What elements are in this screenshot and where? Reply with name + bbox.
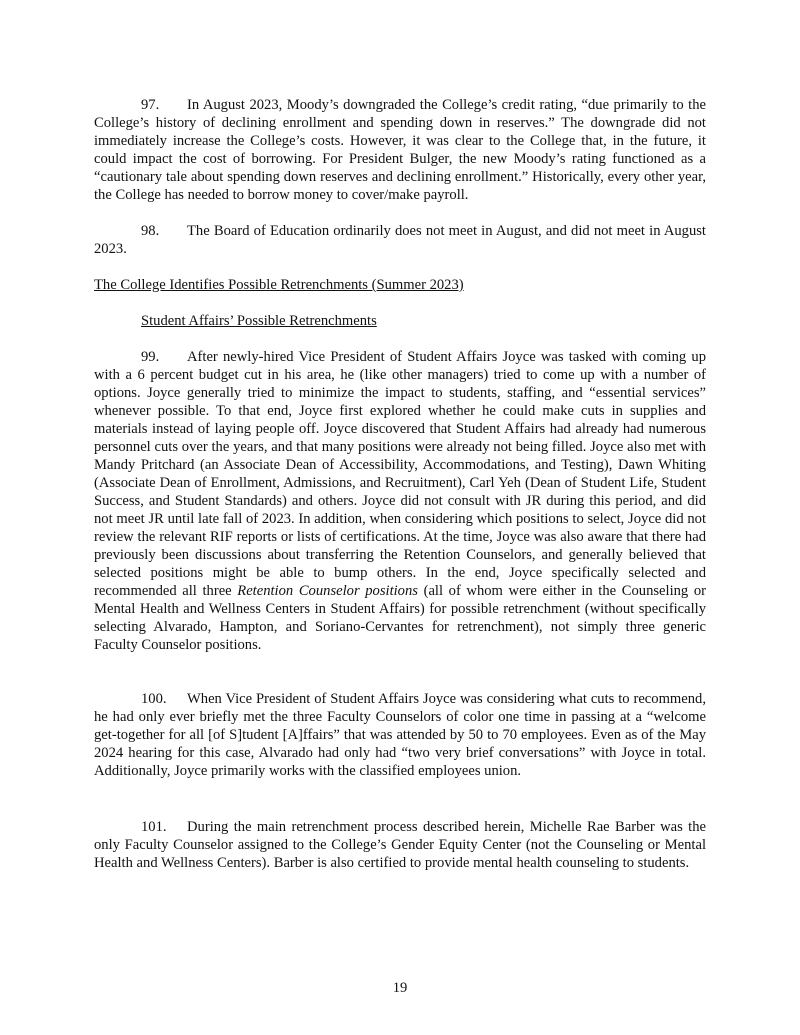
section-heading: The College Identifies Possible Retrenchments (Summer 2023): [94, 277, 464, 293]
paragraph-97: [94, 96, 706, 204]
paragraph-number: 98.: [141, 223, 160, 239]
paragraph-98: [94, 222, 706, 258]
paragraph-text: During the main retrenchment process described herein, Michelle Rae Barber was the only Faculty Counselor assigned to the College’s Gender Equity Center (not the Counseling or Mental Health and Wellness Centers). Barber is also certified to provide mental health counseling to students.: [94, 819, 706, 871]
paragraph-emphasis: Retention Counselor positions: [237, 583, 418, 599]
paragraph-number: 101.: [141, 819, 167, 835]
paragraph-text-continued: (all of whom were either in the Counseling or Mental Health and Wellness Centers in Student Affairs) for possible retrenchment (without specifically selecting Alvarado, Hampton, and Soriano-Cervantes for retrenchment), not simply three generic Faculty Counselor positions.: [94, 583, 707, 653]
page-number: 19: [392, 980, 408, 996]
paragraph-number: 100.: [141, 691, 167, 707]
paragraph-number: 97.: [141, 97, 160, 113]
paragraph-number: 99.: [141, 349, 160, 365]
paragraph-text: The Board of Education ordinarily does not meet in August, and did not meet in August 2023.: [94, 223, 706, 257]
paragraph-text: After newly-hired Vice President of Student Affairs Joyce was tasked with coming up with a 6 percent budget cut in his area, he (like other managers) tried to come up with a number of options. Joyce generally tried to minimize the impact to students, staffing, and “essential services” whenever possible. To that end, Joyce first explored whether he could make cuts in supplies and materials instead of laying people off. Joyce discovered that Student Affairs had already had numerous personnel cuts over the years, and that many positions were already not being filled. Joyce also met with Mandy Pritchard (an Associate Dean of Accessibility, Accommodations, and Testing), Dawn Whiting (Associate Dean of Enrollment, Admissions, and Recruitment), Carl Yeh (Dean of Student Life, Student Success, and Student Standards) and others. Joyce did not consult with JR during this period, and did not meet JR until late fall of 2023. In addition, when considering which positions to select, Joyce did not review the relevant RIF reports or lists of certifications. At the time, Joyce was also aware that there had previously been discussions about transferring the Retention Counselors, and generally believed that selected positions might be able to bump others. In the end, Joyce specifically selected and recommended all three: [94, 349, 706, 599]
subsection-heading: Student Affairs’ Possible Retrenchments: [141, 313, 377, 329]
paragraph-101: [94, 818, 706, 872]
paragraph-99: [94, 348, 706, 654]
paragraph-text: When Vice President of Student Affairs Joyce was considering what cuts to recommend, he had only ever briefly met the three Faculty Counselors of color one time in passing at a “welcome get-together for all [of S]tudent [A]ffairs” that was attended by 50 to 70 employees. Even as of the May 2024 hearing for this case, Alvarado had only had “two very brief conversations” with Joyce in total. Additionally, Joyce primarily works with the classified employees union.: [94, 691, 706, 779]
paragraph-100: [94, 690, 706, 780]
paragraph-text: In August 2023, Moody’s downgraded the College’s credit rating, “due primarily to the College’s history of declining enrollment and spending down in reserves.” The downgrade did not immediately increase the College’s costs. However, it was clear to the College that, in the future, it could impact the cost of borrowing. For President Bulger, the new Moody’s rating functioned as a “cautionary tale about spending down reserves and declining enrollment.” Historically, every other year, the College has needed to borrow money to cover/make payroll.: [94, 97, 706, 203]
